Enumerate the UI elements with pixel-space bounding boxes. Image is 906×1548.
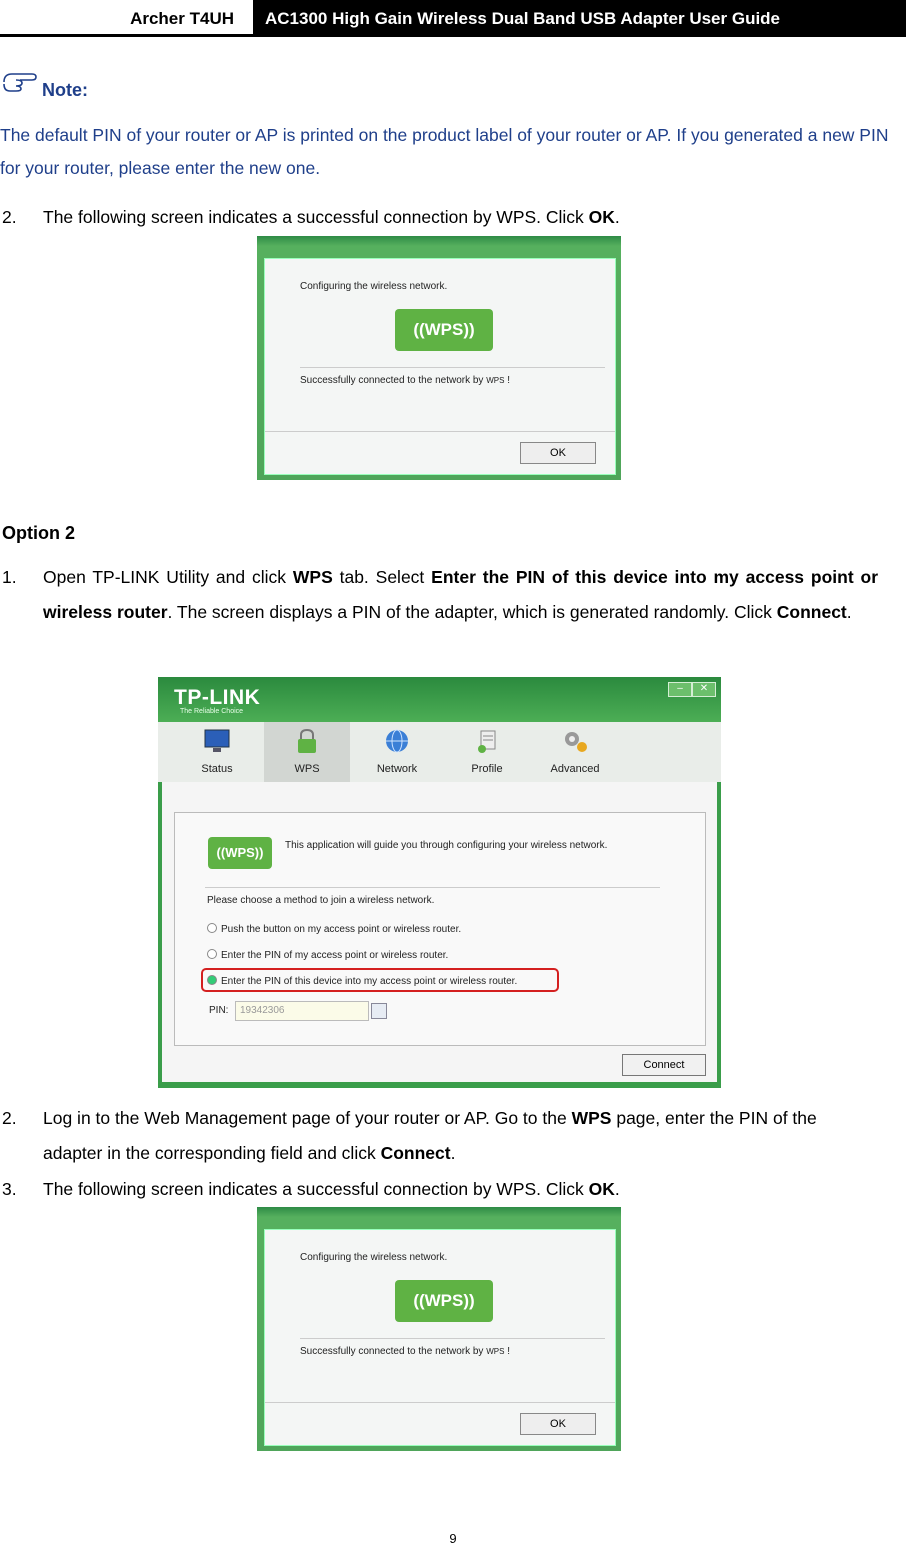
wps-intro: This application will guide you through configuring your wireless network. <box>285 840 608 851</box>
option2-step1-num: 1. <box>2 567 17 587</box>
success-post: ! <box>504 1346 511 1357</box>
success-dialog-1 <box>257 236 621 480</box>
header-product-text: Archer T4UH <box>130 9 234 28</box>
step-a-post: . <box>614 207 620 227</box>
divider <box>300 1338 605 1339</box>
step2-text <box>43 1101 878 1171</box>
profile-icon <box>473 727 501 755</box>
divider <box>265 1402 615 1403</box>
radio-dot <box>207 949 217 959</box>
tab-label: Status <box>201 763 233 775</box>
utility-body <box>162 782 717 1082</box>
tab-label: Profile <box>471 763 503 775</box>
wps-logo: ((WPS)) <box>395 1280 493 1322</box>
header-guide <box>253 0 906 34</box>
tplink-utility-window <box>158 677 721 1088</box>
o2-b3: Connect <box>776 602 847 622</box>
step-a-text <box>43 200 878 235</box>
tab-label: Advanced <box>550 763 600 775</box>
step-a-pre: The following screen indicates a successful connection by WPS. Click <box>43 207 589 227</box>
option2-step3 <box>0 1172 906 1208</box>
ok-button[interactable]: OK <box>520 442 596 464</box>
s2-s1: Log in to the Web Management page of your router or AP. Go to the <box>43 1108 572 1128</box>
success-dialog-body <box>264 1229 616 1446</box>
tab-advanced[interactable] <box>532 722 618 782</box>
step3-pre: The following screen indicates a successful connection by WPS. Click <box>43 1179 589 1199</box>
close-button[interactable]: ✕ <box>692 682 716 697</box>
minimize-button[interactable]: – <box>668 682 692 697</box>
pin-label: PIN: <box>209 1005 229 1016</box>
pointing-hand-icon <box>2 68 40 92</box>
divider <box>300 367 605 368</box>
step3-bold: OK <box>588 1179 615 1199</box>
tab-label: Network <box>376 763 418 775</box>
tab-network[interactable] <box>354 722 440 782</box>
tagline: The Reliable Choice <box>180 708 244 715</box>
utility-tabs <box>158 722 721 782</box>
option2-step1 <box>0 560 906 668</box>
step3-text <box>43 1172 878 1207</box>
o2-s1: Open TP-LINK Utility and click <box>43 567 293 587</box>
o2-b2: Enter the PIN of this device into my access point or wireless router <box>43 567 878 622</box>
configuring-text: Configuring the wireless network. <box>300 281 448 292</box>
step-a <box>0 200 906 236</box>
step2-num: 2. <box>2 1108 17 1128</box>
o2-s3: . The screen displays a PIN of the adapter, which is generated randomly. Click <box>167 602 777 622</box>
wps-logo: ((WPS)) <box>395 309 493 351</box>
highlight-box <box>201 968 559 992</box>
gears-icon <box>561 727 589 755</box>
radio-dot <box>207 923 217 933</box>
tplink-logo: TP-LINK <box>174 686 261 709</box>
radio-label: Push the button on my access point or wireless router. <box>221 924 462 935</box>
step3-post: . <box>614 1179 620 1199</box>
divider <box>205 887 660 888</box>
note-text: The default PIN of your router or AP is printed on the product label of your router or AP. If you generated a new PIN for your router, please enter the new one. <box>0 125 889 178</box>
tab-profile[interactable] <box>444 722 530 782</box>
success-pre: Successfully connected to the network by <box>300 1346 487 1357</box>
option2-step1-text <box>43 560 878 630</box>
pin-field[interactable]: 19342306 <box>235 1001 369 1021</box>
step-a-num: 2. <box>2 207 17 227</box>
success-wps: WPS <box>486 1347 505 1356</box>
o2-b1: WPS <box>292 567 333 587</box>
o2-s4: . <box>846 602 852 622</box>
connect-button[interactable]: Connect <box>622 1054 706 1076</box>
o2-s2: tab. Select <box>332 567 432 587</box>
success-post: ! <box>504 375 511 386</box>
success-dialog-2 <box>257 1207 621 1451</box>
configuring-text: Configuring the wireless network. <box>300 1252 448 1263</box>
tab-label: WPS <box>294 763 320 775</box>
success-pre: Successfully connected to the network by <box>300 375 487 386</box>
wps-panel <box>174 812 706 1046</box>
globe-icon <box>383 727 411 755</box>
tab-status[interactable] <box>174 722 260 782</box>
s2-b2: Connect <box>380 1143 451 1163</box>
step-a-bold: OK <box>588 207 615 227</box>
success-wps: WPS <box>486 376 505 385</box>
note-title: Note: <box>42 80 88 100</box>
wps-logo: ((WPS)) <box>208 837 272 869</box>
utility-titlebar <box>158 677 721 722</box>
lock-icon <box>293 727 321 755</box>
s2-s2: page, enter the PIN of the adapter in the corresponding field and click <box>43 1108 817 1163</box>
header-product <box>0 0 250 34</box>
success-text <box>300 375 510 386</box>
radio-label: Enter the PIN of this device into my access point or wireless router. <box>221 976 518 987</box>
tab-wps[interactable] <box>264 722 350 782</box>
step3-num: 3. <box>2 1179 17 1199</box>
success-dialog-body <box>264 258 616 475</box>
s2-s3: . <box>450 1143 456 1163</box>
header-guide-text: AC1300 High Gain Wireless Dual Band USB Adapter User Guide <box>265 9 781 28</box>
radio-push-button[interactable] <box>207 924 461 935</box>
ok-button[interactable]: OK <box>520 1413 596 1435</box>
monitor-icon <box>203 727 231 755</box>
option2-step2 <box>0 1101 906 1173</box>
s2-b1: WPS <box>571 1108 612 1128</box>
header-rule <box>0 34 906 37</box>
divider <box>265 431 615 432</box>
choose-method-label: Please choose a method to join a wireless network. <box>207 895 435 906</box>
option2-title: Option 2 <box>2 523 75 543</box>
success-text <box>300 1346 510 1357</box>
page-number: 9 <box>449 1531 457 1546</box>
radio-label: Enter the PIN of my access point or wireless router. <box>221 950 449 961</box>
refresh-pin-icon[interactable] <box>371 1003 387 1019</box>
radio-ap-pin[interactable] <box>207 950 448 961</box>
